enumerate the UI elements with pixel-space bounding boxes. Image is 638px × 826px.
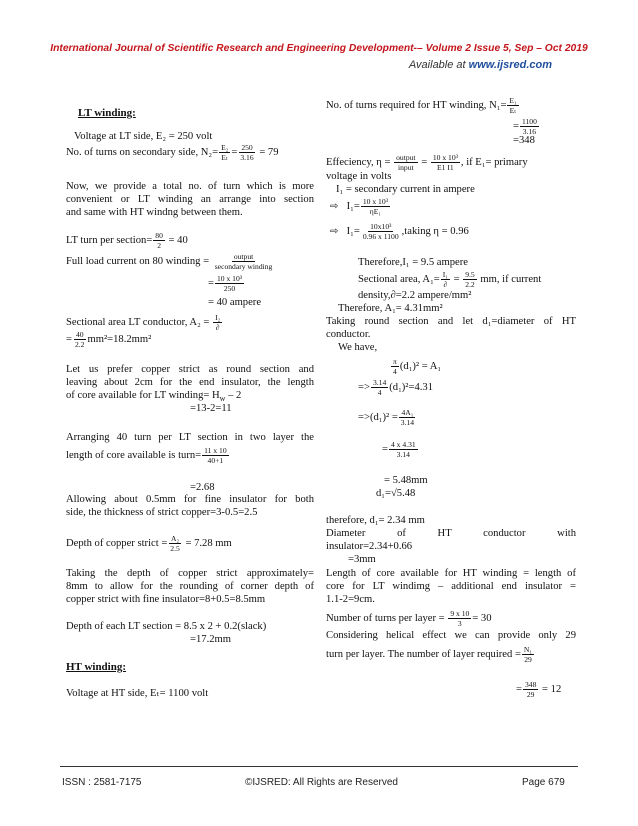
fraction <box>361 222 401 241</box>
denominator: 3 <box>457 619 462 628</box>
denominator: E1 I1 <box>437 163 454 172</box>
paragraph-line: Now, we provide a total no. of turn which is more <box>66 181 314 192</box>
numerator: 4 x 4.31 <box>390 440 416 449</box>
paragraph-line: Length of core available for HT winding = length of <box>326 568 576 579</box>
numerator: 4A₁ <box>401 408 414 417</box>
numerator: 40 <box>75 330 84 339</box>
denominator: ∂ <box>443 280 448 289</box>
paragraph-line: side, the thickness of strict copper=3-0.5=2.5 <box>66 507 258 518</box>
lt-section-depth: Depth of each LT section = 8.5 x 2 + 0.2(slack) <box>66 621 267 632</box>
paragraph-line: Diameter of HT conductor with <box>326 528 576 539</box>
paragraph-line: convenient or LT winding an arrange into section <box>66 194 314 205</box>
footer-copyright: ©IJSRED: All Rights are Reserved <box>245 777 398 788</box>
arrow-right-icon: ⇨ <box>330 200 339 212</box>
text: => <box>358 381 370 393</box>
diameter-equation-5: = 5.48mm <box>384 475 428 486</box>
copper-depth-equation <box>66 534 232 553</box>
denominator: 2.2 <box>465 280 475 289</box>
denominator: Eₜ <box>221 153 229 162</box>
label: Full load current on 80 winding = <box>66 255 210 267</box>
equals: = <box>421 156 428 168</box>
denominator: 3.14 <box>396 450 410 459</box>
footer-issn: ISSN : 2581-7175 <box>62 777 142 788</box>
denominator: 2 <box>157 241 161 250</box>
fraction <box>523 680 538 699</box>
fraction <box>219 143 230 162</box>
text: =>(d₁)² = <box>358 411 398 423</box>
numerator: I₂ <box>215 313 221 322</box>
i1-equation <box>330 197 391 216</box>
label: I₁= <box>346 200 360 212</box>
journal-header: International Journal of Scientific Research and Engineering Development-– Volume 2 Issue 5, Sep – Oct 2019 <box>50 43 588 54</box>
numerator: A₂ <box>170 534 180 543</box>
label: length of core available is turn= <box>66 449 202 461</box>
fraction <box>520 117 539 136</box>
fraction <box>394 153 417 172</box>
ht-turns-step <box>513 117 540 136</box>
numerator: 10 x 10³ <box>362 197 388 206</box>
label: Number of turns per layer = <box>326 612 445 624</box>
text: (d₁)² = A₁ <box>399 360 442 372</box>
paragraph-line: and same with HT windng between them. <box>66 207 243 218</box>
ht-turns-equation <box>326 96 520 115</box>
secondary-turns-equation <box>66 143 279 162</box>
available-prefix: Available at <box>408 59 469 71</box>
text: = <box>382 443 388 455</box>
fraction <box>361 197 390 216</box>
text: mm, if current <box>480 273 542 285</box>
ht-turns-result: =348 <box>513 135 535 146</box>
lt-turn-per-section <box>66 231 188 250</box>
paragraph-line: Considering helical effect we can provide only 29 <box>326 630 576 641</box>
denominator: 3.14 <box>400 418 415 427</box>
numerator: 11 x 10 <box>204 446 227 455</box>
numerator: 80 <box>155 231 163 240</box>
footer-page-number: Page 679 <box>522 777 565 788</box>
result: mm²=18.2mm² <box>87 333 152 345</box>
denominator: ∂ <box>215 323 220 332</box>
fraction <box>399 408 416 427</box>
paragraph-line: Allowing about 0.5mm for fine insulator for both <box>66 494 314 505</box>
equals: = <box>513 120 519 132</box>
fraction <box>215 274 244 293</box>
fraction <box>153 231 165 250</box>
numerator: output <box>233 252 254 261</box>
paragraph-line: voltage in volts <box>326 171 392 182</box>
numerator: 9.5 <box>465 270 475 279</box>
fraction <box>389 440 418 459</box>
equals: = <box>516 683 522 695</box>
numerator: 10 x 10³ <box>216 274 243 283</box>
denominator: ηE₁ <box>369 207 382 216</box>
numerator: π <box>393 357 397 366</box>
i1-definition: I₁ = secondary current in ampere <box>336 184 475 195</box>
equals: = <box>231 146 238 158</box>
ht-voltage: Voltage at HT side, Eₜ= 1100 volt <box>66 688 209 699</box>
denominator: 4 <box>377 388 382 397</box>
text: ,taking η = 0.96 <box>401 225 469 237</box>
label: LT turn per section= <box>66 234 153 246</box>
arrange-equation <box>66 446 230 465</box>
numerator: 3.14 <box>372 378 387 387</box>
denominator: Eₜ <box>509 106 517 115</box>
numerator: output <box>396 153 416 162</box>
numerator: I₁ <box>442 270 448 279</box>
paragraph-line: 8mm to allow for the rounding of corner depth of <box>66 581 314 592</box>
diameter-equation-2 <box>358 378 433 397</box>
fraction <box>238 143 255 162</box>
full-load-step <box>208 274 245 293</box>
current-density: density,∂=2.2 ampere/mm² <box>358 290 472 301</box>
numerator: E₁ <box>509 96 517 105</box>
fraction <box>431 153 460 172</box>
fraction <box>448 609 471 628</box>
i1-result: Therefore,I₁ = 9.5 ampere <box>358 257 468 268</box>
result: = 40 <box>168 234 188 246</box>
lt-voltage: Voltage at LT side, E₂ = 250 volt <box>74 131 213 142</box>
result: = 30 <box>472 612 492 624</box>
efficiency-equation <box>326 153 528 172</box>
denominator: 3.16 <box>240 153 254 162</box>
fraction <box>463 270 477 289</box>
diameter-equation-4 <box>382 440 419 459</box>
fraction <box>202 446 229 465</box>
paragraph-line: insulator=2.34+0.66 <box>326 541 413 552</box>
label: Sectional area LT conductor, A₂ = <box>66 316 210 328</box>
paragraph-line: 1.1-2=9cm. <box>326 594 375 605</box>
label: I₁= <box>346 225 360 237</box>
denominator: 2.2 <box>74 340 85 349</box>
journal-url-link[interactable]: www.ijsred.com <box>468 59 552 71</box>
we-have: We have, <box>338 342 378 353</box>
paragraph-line: Arranging 40 turn per LT section in two layer the <box>66 432 314 443</box>
full-load-result: = 40 ampere <box>208 297 262 308</box>
paragraph-line: Let us prefer copper strict as round section and <box>66 364 314 375</box>
sectional-area-lt-result <box>66 330 151 349</box>
fraction <box>371 378 388 397</box>
footer-divider <box>60 766 578 767</box>
availability-line <box>409 59 552 71</box>
label: Sectional area, A₁= <box>358 273 440 285</box>
text: – 2 <box>225 390 242 401</box>
numerator: 10x10³ <box>370 222 392 231</box>
fraction <box>522 645 534 664</box>
numerator: 348 <box>524 680 537 689</box>
text: , if E₁= primary <box>460 156 528 168</box>
label: No. of turns required for HT winding, N₁= <box>326 99 507 111</box>
numerator: E₂ <box>221 143 229 152</box>
subscript: w <box>219 394 226 404</box>
paragraph-line: Taking round section and let d₁=diameter of HT <box>326 316 576 327</box>
insulated-diameter-result: =3mm <box>348 554 376 565</box>
result: = 79 <box>259 146 279 158</box>
fraction <box>213 313 222 332</box>
result: = 12 <box>542 683 562 695</box>
fraction <box>507 96 518 115</box>
denominator: 29 <box>524 655 532 664</box>
label: Depth of copper strict = <box>66 537 168 549</box>
turns-per-layer <box>326 609 492 628</box>
result: = 7.28 mm <box>185 537 232 549</box>
sectional-area-ht <box>358 270 541 289</box>
d1-result: therefore, d₁= 2.34 mm <box>326 515 425 526</box>
denominator: 2.5 <box>170 544 180 553</box>
equals: = <box>208 277 214 289</box>
fraction <box>391 357 399 376</box>
secondary-turns-label: No. of turns on secondary side, N₂= <box>66 146 219 158</box>
text: (d₁)²=4.31 <box>389 381 433 393</box>
numerator: 1100 <box>521 117 537 126</box>
denominator: 4 <box>393 367 397 376</box>
diameter-equation-6: d₁=√5.48 <box>376 488 416 499</box>
denominator: 3.16 <box>522 127 537 136</box>
fraction <box>441 270 450 289</box>
equals: = <box>66 333 72 345</box>
numerator: 250 <box>241 143 253 152</box>
text: of core available for LT winding= H <box>66 390 220 401</box>
full-load-current <box>66 252 275 271</box>
diameter-equation-3 <box>358 408 417 427</box>
denominator: input <box>398 163 414 172</box>
paragraph-line: Taking the depth of copper strict approximately= <box>66 568 314 579</box>
denominator: 0.96 x 1100 <box>362 232 399 241</box>
equals: = <box>453 273 460 285</box>
paragraph-line: leaving about 2cm for the end insulator, the length <box>66 377 314 388</box>
denominator: secondary winding <box>214 262 273 271</box>
denominator: 29 <box>526 690 535 699</box>
numerator: N₁ <box>523 645 533 654</box>
paragraph-line: conductor. <box>326 329 371 340</box>
numerator: 9 x 10 <box>450 609 470 618</box>
paragraph-line: core for LT windimg – additional end insulator = <box>326 581 576 592</box>
denominator: 250 <box>223 284 236 293</box>
fraction <box>213 252 275 271</box>
ht-winding-heading: HT winding: <box>66 661 127 673</box>
arrange-result: =2.68 <box>190 482 215 493</box>
i1-equation-2 <box>330 222 469 241</box>
layers-required <box>326 645 535 664</box>
numerator: 10 x 10³ <box>432 153 458 162</box>
label: Effeciency, η = <box>326 156 391 168</box>
label: turn per layer. The number of layer required = <box>326 648 521 660</box>
arrow-right-icon: ⇨ <box>330 225 339 237</box>
denominator: 40+1 <box>207 456 224 465</box>
lt-section-depth-result: =17.2mm <box>190 634 231 645</box>
a1-result: Therefore, A₁= 4.31mm² <box>338 303 443 314</box>
layers-result <box>516 680 561 699</box>
core-length-result: =13-2=11 <box>190 403 232 414</box>
fraction <box>73 330 87 349</box>
lt-winding-heading: LT winding: <box>78 107 136 119</box>
diameter-equation-1 <box>390 357 441 376</box>
paragraph-line: copper strict with fine insulator=8+0.5=8.5mm <box>66 594 266 605</box>
fraction <box>168 534 182 553</box>
